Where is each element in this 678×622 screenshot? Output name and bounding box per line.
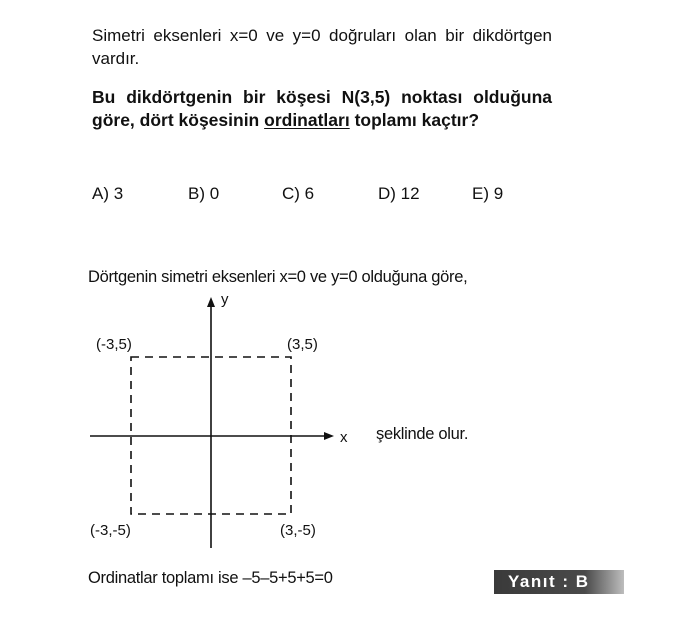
x-axis-arrow xyxy=(324,432,334,440)
choice-a: A) 3 xyxy=(92,184,124,203)
corner-label-top-left: (-3,5) xyxy=(96,336,132,353)
choice-b: B) 0 xyxy=(188,184,220,203)
corner-label-top-right: (3,5) xyxy=(287,336,318,353)
corner-label-bottom-left: (-3,-5) xyxy=(90,522,131,539)
problem-intro: Simetri eksenleri x=0 ve y=0 doğruları olan bir dikdörtgen vardır. xyxy=(92,26,552,68)
x-axis-label: x xyxy=(340,429,348,446)
ordinate-sum-line: Ordinatlar toplamı ise –5–5+5+5=0 xyxy=(88,569,333,587)
choice-d: D) 12 xyxy=(378,184,420,203)
choice-e: E) 9 xyxy=(472,184,504,203)
answer-badge: Yanıt : B xyxy=(494,570,624,594)
question-text-part1: Bu dikdörtgenin bir köşesi N(3,5) noktası olduğuna göre, dört köşesinin xyxy=(92,87,552,130)
y-axis-arrow xyxy=(207,297,215,307)
shape-note: şeklinde olur. xyxy=(376,425,469,443)
choice-c: C) 6 xyxy=(282,184,315,203)
corner-label-bottom-right: (3,-5) xyxy=(280,522,316,539)
question-underlined-word: ordinatları xyxy=(264,110,350,130)
y-axis-label: y xyxy=(221,291,229,308)
solution-intro: Dörtgenin simetri eksenleri x=0 ve y=0 olduğuna göre, xyxy=(88,268,468,286)
question-text-part2: toplamı kaçtır? xyxy=(349,110,480,130)
